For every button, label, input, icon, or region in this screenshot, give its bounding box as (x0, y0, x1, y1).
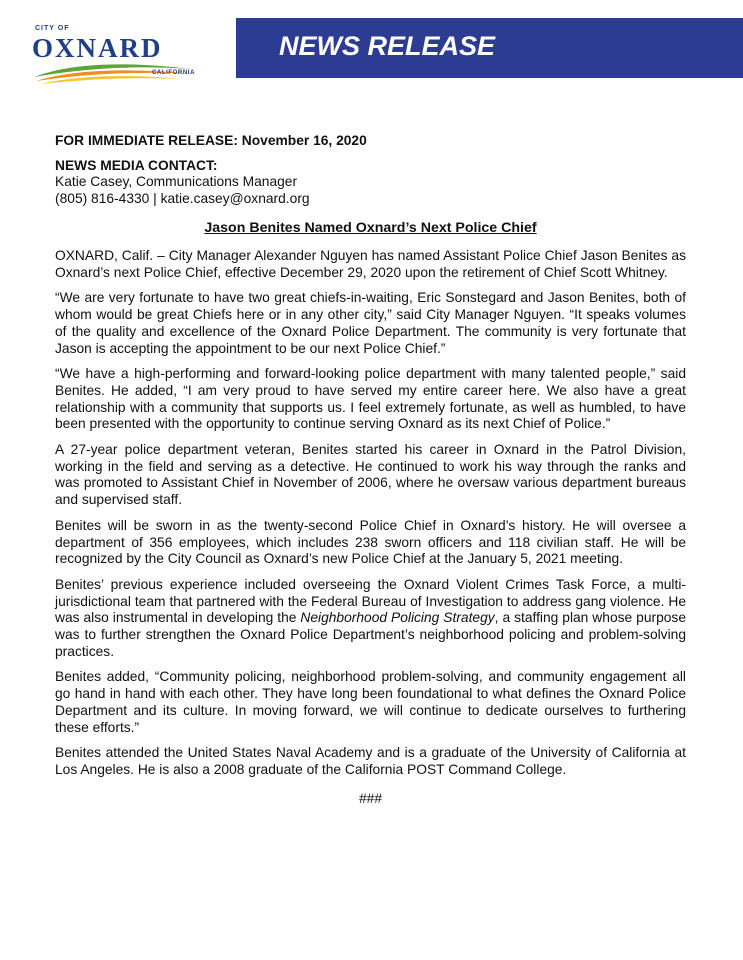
logo-name: OXNARD (32, 33, 163, 63)
paragraph-6-before: Benites’ previous experience included overseeing the Oxnard Violent Crimes Task Force, a multi-jurisdictional team that partnered with the Federal Bureau of Investigation to address gang violence. He was also instrumental in developing the (55, 576, 686, 626)
paragraph-5: Benites will be sworn in as the twenty-second Police Chief in Oxnard’s history. He will oversee a department of 356 employees, which includes 238 sworn officers and 118 civilian staff. He will be recognized by the City Council as Oxnard’s new Police Chief at the January 5, 2021 meeting. (55, 517, 686, 567)
paragraph-6-after: , a staffing plan whose purpose was to further strengthen the Oxnard Police Department’s neighborhood policing and problem-solving practices. (55, 610, 687, 659)
logo-state: CALIFORNIA (152, 70, 195, 76)
paragraph-1: OXNARD, Calif. – City Manager Alexander Nguyen has named Assistant Police Chief Jason Benites as Oxnard’s next Police Chief, effective December 29, 2020 upon the retirement of Chief Scott Whitney. (55, 248, 686, 280)
contact-phone-email: (805) 816-4330 | katie.casey@oxnard.org (55, 191, 310, 206)
contact-heading: NEWS MEDIA CONTACT: (55, 158, 218, 173)
oxnard-logo (30, 22, 210, 84)
press-release-body (55, 133, 686, 806)
paragraph-6 (55, 577, 686, 661)
paragraph-7: Benites added, “Community policing, neighborhood problem-solving, and community engagement all go hand in hand with each other. They have long been foundational to what defines the Oxnard Police Department and its culture. In moving forward, we will continue to dedicate ourselves to furthering these efforts.” (55, 669, 686, 735)
paragraph-4: A 27-year police department veteran, Benites started his career in Oxnard in the Patrol Division, working in the field and serving as a detective. He continued to work his way through the ranks and was promoted to Assistant Chief in November of 2006, where he oversaw various department bureaus and supervised staff. (55, 442, 686, 508)
news-release-banner (236, 18, 743, 78)
contact-name: Katie Casey, Communications Manager (55, 174, 298, 189)
paragraph-2: “We are very fortunate to have two great chiefs-in-waiting, Eric Sonstegard and Jason Benites, both of whom would be great Chiefs here or in any other city,” said City Manager Nguyen. “It speaks volumes of the quality and excellence of the Oxnard Police Department. The community is very fortunate that Jason is accepting the appointment to be our next Police Chief.” (55, 290, 686, 356)
release-date-line: FOR IMMEDIATE RELEASE: November 16, 2020 (55, 133, 367, 148)
end-mark: ### (358, 790, 383, 806)
paragraph-3: “We have a high-performing and forward-looking police department with many talented people,” said Benites. He added, “I am very proud to have served my entire career here. We also have a great relationship with a community that supports us. I feel extremely fortunate, as well as humbled, to have been presented with the opportunity to continue serving Oxnard as its next Chief of Police.” (55, 366, 686, 432)
paragraph-6-emphasis: Neighborhood Policing Strategy (300, 610, 495, 626)
headline: Jason Benites Named Oxnard’s Next Police Chief (204, 220, 537, 236)
paragraph-8: Benites attended the United States Naval Academy and is a graduate of the University of California at Los Angeles. He is also a 2008 graduate of the California POST Command College. (55, 745, 686, 777)
logo-city-of: CITY OF (35, 25, 70, 32)
banner-title: NEWS RELEASE (279, 31, 496, 61)
